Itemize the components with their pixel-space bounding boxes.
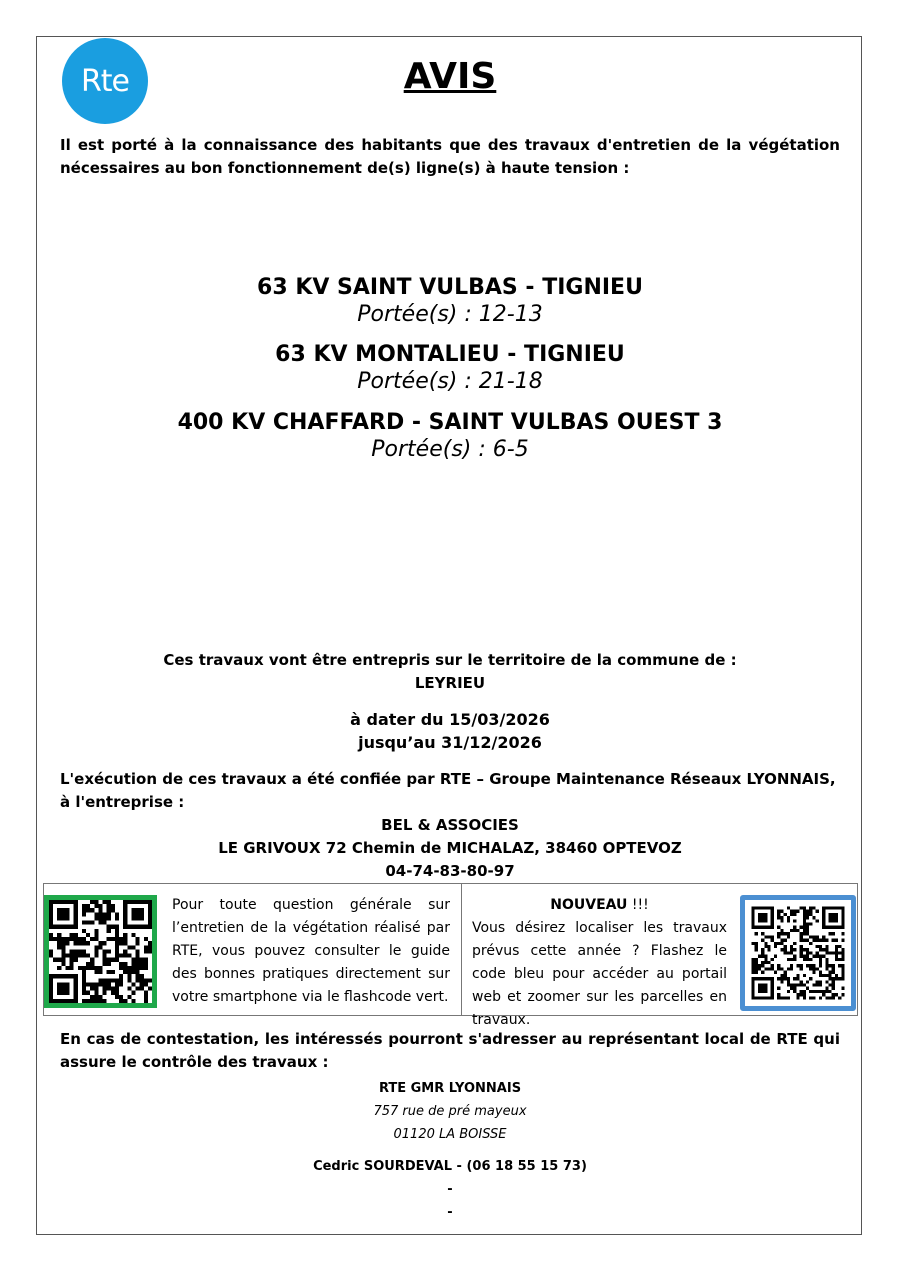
rep-dash-2: - [447, 1205, 453, 1220]
line-1 [0, 275, 900, 327]
map-info-block [472, 894, 727, 1032]
commune-name: LEYRIEU [414, 674, 486, 692]
rep-street: 757 rue de pré mayeux [373, 1104, 527, 1119]
green-qr-svg [49, 900, 152, 1003]
line-spans: Portée(s) : 6-5 [371, 437, 529, 462]
line-2 [0, 342, 900, 394]
map-info-text: Vous désirez localiser les travaux prévus cette année ? Flashez le code bleu pour accéder au portail web et zoomer sur les parcelles en travaux. [472, 920, 727, 1028]
contractor-block [0, 814, 900, 883]
start-date: à dater du 15/03/2026 [350, 710, 550, 729]
blue-qr-code[interactable] [740, 895, 856, 1011]
execution-paragraph: L'exécution de ces travaux a été confiée par RTE – Groupe Maintenance Réseaux LYONNAIS, à l'entreprise : [60, 770, 836, 811]
territory-block [0, 649, 900, 695]
rte-logo-text: Rte [80, 63, 130, 99]
contestation-paragraph: En cas de contestation, les intéressés pourront s'adresser au représentant local de RTE qui assure le contrôle des travaux : [60, 1030, 840, 1071]
rep-contact: Cedric SOURDEVAL - (06 18 55 15 73) [313, 1159, 587, 1174]
contractor-address: LE GRIVOUX 72 Chemin de MICHALAZ, 38460 OPTEVOZ [218, 839, 682, 857]
rep-city: 01120 LA BOISSE [393, 1127, 507, 1142]
nouveau-label: NOUVEAU [550, 897, 628, 913]
intro-paragraph: Il est porté à la connaissance des habitants que des travaux d'entretien de la végétation nécessaires au bon fonctionnement de(s) ligne(s) à haute tension : [60, 136, 840, 177]
territory-intro: Ces travaux vont être entrepris sur le territoire de la commune de : [163, 651, 737, 669]
line-name: 63 KV MONTALIEU - TIGNIEU [275, 342, 625, 367]
nouveau-suffix: !!! [627, 897, 649, 913]
end-date: jusqu’au 31/12/2026 [358, 733, 542, 752]
contractor-phone: 04-74-83-80-97 [385, 862, 515, 880]
line-name: 400 KV CHAFFARD - SAINT VULBAS OUEST 3 [177, 410, 723, 435]
notice-title: AVIS [403, 56, 497, 97]
rep-dash-1: - [447, 1182, 453, 1197]
info-box-divider [461, 883, 462, 1016]
blue-qr-svg [745, 900, 851, 1006]
info-box [43, 883, 858, 1016]
line-spans: Portée(s) : 12-13 [357, 302, 543, 327]
green-qr-code[interactable] [44, 895, 157, 1008]
line-3 [0, 410, 900, 462]
nouveau-heading [472, 894, 727, 917]
dates-block [0, 708, 900, 754]
line-name: 63 KV SAINT VULBAS - TIGNIEU [257, 275, 643, 300]
line-spans: Portée(s) : 21-18 [357, 369, 543, 394]
representative-block [0, 1077, 900, 1224]
contractor-name: BEL & ASSOCIES [381, 816, 519, 834]
rep-org: RTE GMR LYONNAIS [378, 1081, 522, 1096]
guide-info-text: Pour toute question générale sur l’entretien de la végétation réalisé par RTE, vous pouvez consulter le guide des bonnes pratiques directement sur votre smartphone via le flashcode vert. [172, 897, 450, 1005]
